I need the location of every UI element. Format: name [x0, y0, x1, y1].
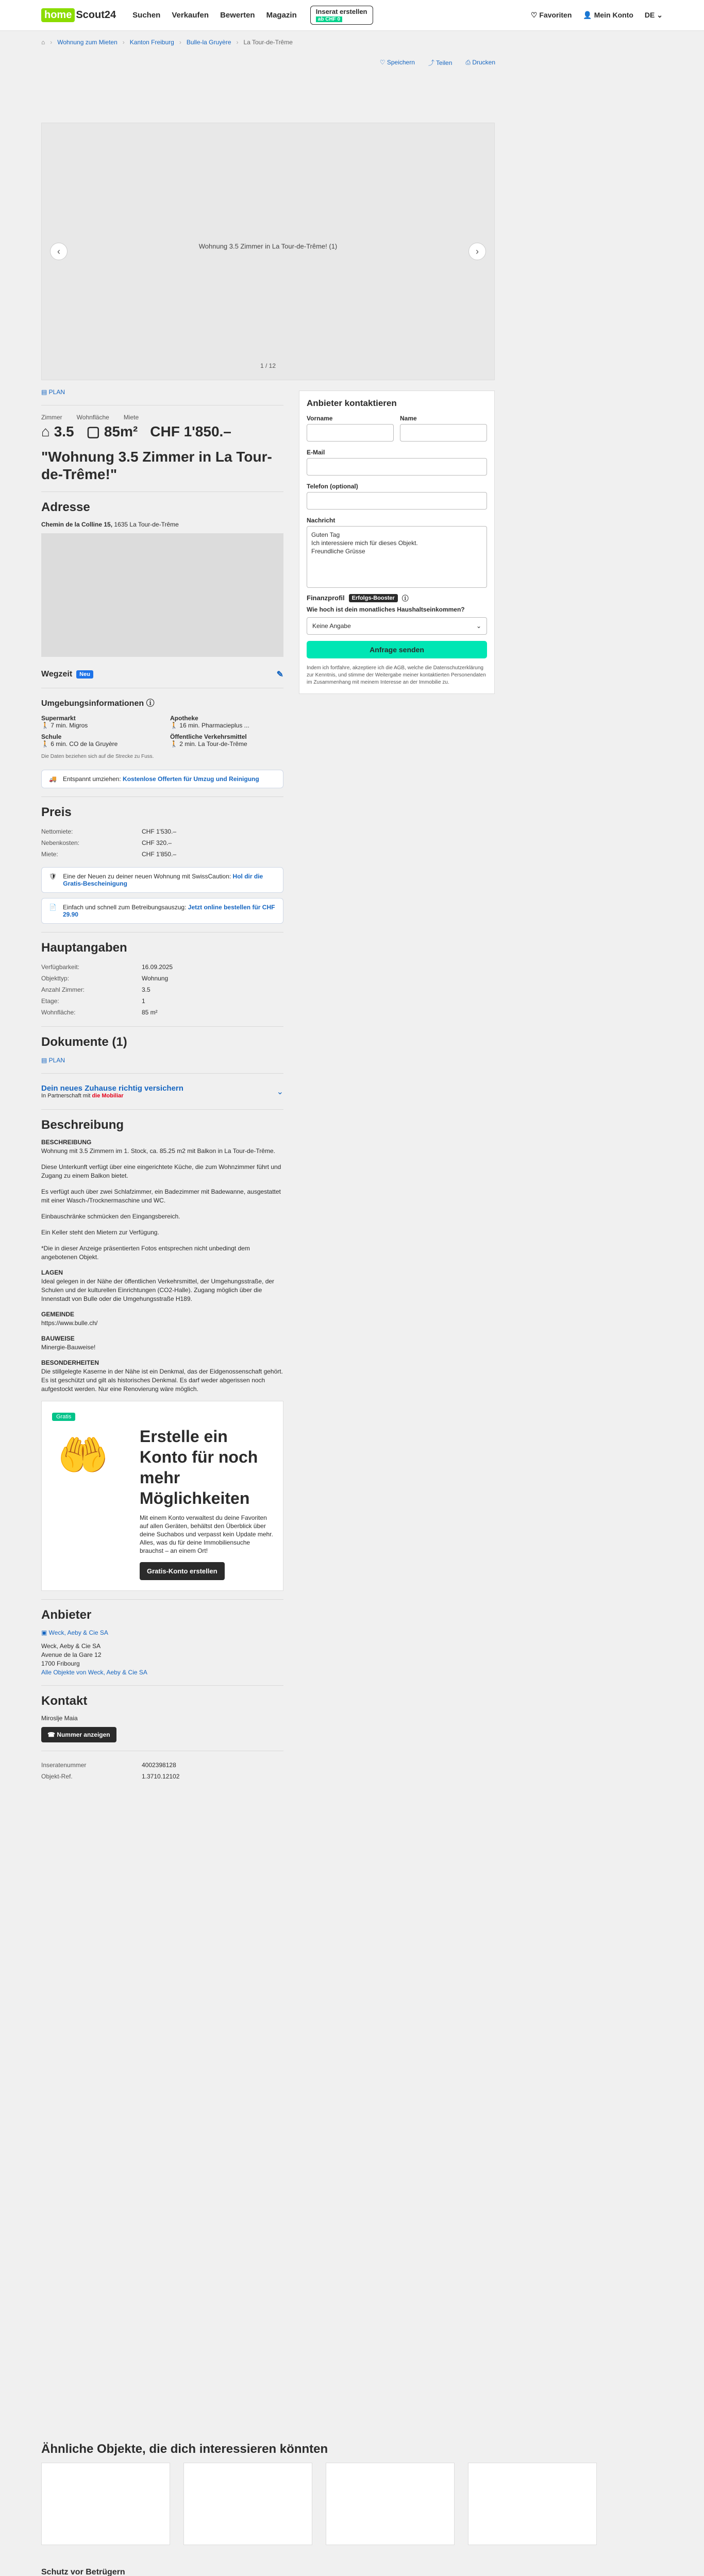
firstname-label: Vorname — [307, 415, 333, 422]
description-paragraph: Die stillgelegte Kaserne in der Nähe ist ein Denkmal, das der Eidgenossenschaft gehört. Es ist geschützt und gilt als historisches Denkmal. Es darf weder abgerissen noch aufgestockt werden. Nur eine Renovierung wäre möglich. — [41, 1368, 283, 1393]
debt-extract-text — [63, 904, 276, 918]
print-icon: ⎙ — [465, 58, 473, 66]
similar-card[interactable] — [183, 2463, 312, 2545]
email-label: E-Mail — [307, 449, 325, 456]
plan-link[interactable] — [41, 388, 65, 396]
provider-line: Weck, Aeby & Cie SA — [41, 1642, 101, 1650]
price-value: CHF 320.– — [142, 839, 172, 846]
swisscaution-copy: Eine der Neuen zu deiner neuen Wohnung mit SwissCaution: — [63, 873, 233, 880]
favorites-link[interactable] — [531, 11, 572, 20]
nav-magazin[interactable]: Magazin — [266, 11, 297, 20]
surroundings-item — [41, 715, 155, 729]
logo-box: home — [41, 8, 75, 22]
area-icon: ▢ — [86, 423, 104, 439]
finance-profile — [307, 593, 487, 603]
main-info-heading: Hauptangaben — [41, 941, 127, 955]
keyfacts-labels — [41, 414, 283, 421]
move-promo-text — [63, 775, 259, 783]
firstname-field[interactable] — [307, 424, 394, 442]
contact-form-heading: Anbieter kontaktieren — [307, 398, 397, 408]
swisscaution-promo[interactable] — [41, 867, 283, 893]
phone-label: Telefon (optional) — [307, 483, 358, 490]
route-label: Wegzeit — [41, 670, 73, 679]
description-paragraph: Es verfügt auch über zwei Schlafzimmer, ein Badezimmer mit Badewanne, ausgestattet mit einer Wasch-/Trocknermaschine und WC. — [41, 1188, 281, 1204]
phone-icon: ☎ — [47, 1731, 57, 1738]
surroundings-item — [170, 715, 283, 729]
description-heading: Beschreibung — [41, 1118, 124, 1132]
rent-value: CHF 1'850.– — [150, 423, 231, 439]
logo-text: Scout24 — [76, 9, 116, 21]
description-subheading: BESCHREIBUNG — [41, 1139, 92, 1146]
main-info-row — [41, 973, 283, 984]
lastname-field[interactable] — [400, 424, 487, 442]
listing-title: "Wohnung 3.5 Zimmer in La Tour-de-Trême!" — [41, 449, 272, 482]
provider-all-listings-link[interactable]: Alle Objekte von Weck, Aeby & Cie SA — [41, 1669, 147, 1676]
address-city: 1635 La Tour-de-Trême — [114, 521, 179, 528]
similar-card[interactable] — [468, 2463, 597, 2545]
message-field[interactable]: Guten Tag Ich interessiere mich für dieses Objekt. Freundliche Grüsse — [307, 526, 487, 588]
chevron-down-icon[interactable]: ⌄ — [276, 1087, 283, 1096]
create-account-button[interactable]: Gratis-Konto erstellen — [140, 1562, 225, 1580]
nav-verkaufen[interactable]: Verkaufen — [172, 11, 209, 20]
surroundings-item — [41, 733, 155, 748]
language-label: DE — [644, 11, 655, 19]
description-paragraph: Diese Unterkunft verfügt über eine eingerichtete Küche, die zum Wohnzimmer führt und Zugang zu einem Balkon bietet. — [41, 1163, 281, 1179]
map[interactable] — [41, 533, 283, 657]
print-button[interactable] — [465, 59, 495, 66]
heart-icon: ♡ — [379, 59, 387, 66]
move-promo-copy: Entspannt umziehen: — [62, 775, 123, 783]
debt-extract-promo[interactable] — [41, 898, 283, 924]
shield-icon: 🛡 — [49, 873, 57, 880]
hands-heart-icon: 🤲 — [57, 1432, 109, 1478]
price-row — [41, 837, 283, 849]
gallery-counter: 1 / 12 — [260, 362, 276, 369]
document-label: PLAN — [48, 1057, 65, 1064]
create-listing-button[interactable] — [310, 6, 373, 25]
mobiliar-logo: die Mobiliar — [92, 1093, 124, 1099]
chevron-left-icon[interactable]: ‹ — [50, 243, 68, 260]
share-icon: ⤴ — [428, 59, 437, 66]
main-nav — [132, 11, 297, 20]
heart-icon: ♡ — [530, 11, 540, 19]
description-paragraph: *Die in dieser Anzeige präsentierten Fotos entsprechen nicht unbedingt dem angebotenen Objekt. — [41, 1245, 250, 1261]
main-info-row — [41, 961, 283, 973]
image-gallery[interactable] — [41, 123, 495, 380]
rent-label: Miete — [123, 414, 139, 421]
logo[interactable] — [41, 8, 116, 22]
route-time — [41, 669, 283, 680]
main-info-key: Etage: — [41, 997, 59, 1005]
price-row — [41, 826, 283, 837]
area-number: 85m² — [104, 423, 138, 439]
main-info-value: 85 m² — [142, 1009, 158, 1016]
breadcrumb-item[interactable]: Wohnung zum Mieten — [57, 39, 118, 46]
surroundings-note: Die Daten beziehen sich auf die Strecke zu Fuss. — [41, 754, 154, 759]
reference-value: 4002398128 — [142, 1761, 176, 1769]
main-info-value: Wohnung — [142, 975, 169, 982]
lastname-label: Name — [400, 415, 417, 422]
swisscaution-link[interactable]: Hol dir die Gratis-Bescheinigung — [63, 873, 263, 887]
signup-title: Erstelle ein Konto für noch mehr Möglichkeiten — [140, 1427, 258, 1507]
chevron-right-icon[interactable]: › — [468, 243, 486, 260]
user-icon: 👤 — [583, 11, 594, 19]
share-button[interactable] — [428, 58, 452, 67]
chevron-down-icon: ⌄ — [655, 11, 663, 19]
show-number-label: Nummer anzeigen — [57, 1731, 110, 1738]
breadcrumb-item[interactable]: Kanton Freiburg — [129, 39, 174, 46]
document-link[interactable] — [41, 1057, 65, 1064]
home-icon[interactable]: ⌂ — [41, 39, 45, 46]
email-field[interactable] — [307, 458, 487, 476]
price-key: Miete: — [41, 851, 58, 858]
description-subheading: LAGEN — [41, 1269, 63, 1276]
account-label: Mein Konto — [594, 11, 633, 19]
provider-logo[interactable] — [41, 1629, 283, 1637]
house-icon: ⌂ — [41, 423, 54, 439]
income-question: Wie hoch ist dein monatliches Haushaltseinkommen? — [307, 606, 465, 613]
insurance-title: Dein neues Zuhause richtig versichern — [41, 1084, 183, 1093]
description-subheading: GEMEINDE — [41, 1311, 75, 1318]
breadcrumb: ⌂ › Wohnung zum Mieten › Kanton Freiburg › Bulle-la Gruyère › La Tour-de-Trême — [41, 39, 293, 46]
account-link[interactable] — [583, 11, 633, 20]
area-value — [87, 423, 138, 440]
create-listing-badge: ab CHF 0 — [316, 16, 342, 22]
info-icon[interactable]: ⓘ — [401, 595, 409, 602]
surroundings-type: Öffentliche Verkehrsmittel — [170, 733, 247, 740]
lower-sections — [41, 2442, 663, 2576]
description-paragraph: Einbauschränke schmücken den Eingangsbereich. — [41, 1213, 180, 1220]
provider-heading: Anbieter — [41, 1608, 92, 1622]
reference-key: Inseratenummer — [41, 1761, 87, 1769]
description-paragraph: Wohnung mit 3.5 Zimmern im 1. Stock, ca. 85.25 m2 mit Balkon in La Tour-de-Trême. — [41, 1147, 275, 1155]
surroundings-type: Schule — [41, 733, 62, 740]
price-key: Nettomiete: — [41, 828, 73, 835]
breadcrumb-item[interactable]: Bulle-la Gruyère — [186, 39, 231, 46]
form-legal-text: Indem ich fortfahre, akzeptiere ich die AGB, welche die Datenschutzerklärung zur Kenntnis, und stimme der Weitergabe meiner kontaktierten Personendaten im Zusammenhang mit meinem Interesse an der Immobilie zu. — [307, 665, 486, 685]
fraud-heading: Schutz vor Betrügern — [41, 2568, 125, 2576]
surroundings-item — [170, 733, 283, 748]
price-row — [41, 849, 283, 860]
main-info-key: Objekttyp: — [41, 975, 70, 982]
surroundings-grid — [41, 715, 283, 748]
main-info-row — [41, 984, 283, 995]
save-button[interactable] — [380, 59, 415, 66]
surroundings-value: 16 min. Pharmacieplus ... — [179, 722, 249, 729]
price-value: CHF 1'850.– — [142, 851, 176, 858]
provider-address — [41, 1642, 283, 1677]
print-label: Drucken — [472, 58, 495, 66]
main-info-key: Anzahl Zimmer: — [41, 986, 85, 993]
surroundings-value: 2 min. La Tour-de-Trême — [179, 740, 247, 748]
listing-actions — [0, 54, 704, 71]
main-info-key: Verfügbarkeit: — [41, 963, 80, 971]
address-street: Chemin de la Colline 15, — [41, 521, 113, 528]
price-heading: Preis — [41, 805, 72, 819]
rooms-number: 3.5 — [54, 423, 74, 439]
description-paragraph: Ein Keller steht den Mietern zur Verfügung. — [41, 1229, 159, 1236]
reference-value: 1.3710.12102 — [142, 1773, 180, 1780]
nav-bewerten[interactable]: Bewerten — [220, 11, 255, 20]
main-info-value: 1 — [142, 997, 145, 1005]
main-column — [41, 387, 283, 1782]
address-heading: Adresse — [41, 500, 90, 514]
image-icon: ▣ — [41, 1629, 49, 1636]
reference-row — [41, 1771, 283, 1782]
walk-icon: 🚶 — [41, 722, 51, 729]
insurance-partner-label: In Partnerschaft mit — [41, 1093, 91, 1099]
description-subheading: BAUWEISE — [41, 1335, 75, 1342]
similar-heading: Ähnliche Objekte, die dich interessieren könnten — [41, 2442, 328, 2456]
fraud-section — [41, 2568, 663, 2576]
keyfacts-values — [41, 423, 283, 440]
provider-line: Avenue de la Gare 12 — [41, 1651, 102, 1658]
reference-key: Objekt-Ref. — [41, 1773, 73, 1780]
finance-profile-label: Finanzprofil — [307, 594, 345, 602]
surroundings-type: Apotheke — [170, 715, 198, 722]
similar-list — [41, 2463, 663, 2545]
info-icon[interactable]: ⓘ — [146, 699, 155, 708]
breadcrumb-current: La Tour-de-Trême — [243, 39, 293, 46]
main-info-key: Wohnfläche: — [41, 1009, 76, 1016]
gallery-image-alt: Wohnung 3.5 Zimmer in La Tour-de-Trême! (1) — [198, 242, 338, 250]
share-label: Teilen — [436, 59, 452, 66]
free-badge: Gratis — [52, 1413, 75, 1421]
rooms-value — [41, 423, 74, 440]
insurance-text — [41, 1084, 183, 1099]
surroundings-value: 7 min. Migros — [51, 722, 88, 729]
nav-suchen[interactable]: Suchen — [132, 11, 161, 20]
header — [0, 0, 704, 31]
chevron-down-icon: ⌄ — [476, 622, 481, 630]
move-promo-link[interactable]: Kostenlose Offerten für Umzug und Reinigung — [123, 775, 259, 783]
surroundings-value: 6 min. CO de la Gruyère — [51, 740, 118, 748]
reference-row — [41, 1759, 283, 1771]
surroundings-title: Umgebungsinformationen — [41, 699, 144, 708]
address-text — [41, 521, 283, 528]
debt-extract-copy: Einfach und schnell zum Betreibungsauszug: — [62, 904, 188, 911]
insurance-sub — [41, 1093, 183, 1099]
main-info-row — [41, 995, 283, 1007]
booster-badge: Erfolgs-Booster — [349, 594, 398, 602]
income-select[interactable] — [307, 617, 487, 635]
document-icon: ▤ — [41, 1057, 49, 1064]
edit-icon[interactable]: ✎ — [276, 670, 283, 679]
walk-icon: 🚶 — [41, 740, 51, 748]
message-label: Nachricht — [307, 517, 336, 524]
main-info-value: 16.09.2025 — [142, 963, 173, 971]
contact-heading: Kontakt — [41, 1694, 88, 1708]
plan-label: PLAN — [48, 388, 65, 396]
description-paragraph: Ideal gelegen in der Nähe der öffentlichen Verkehrsmittel, der Umgehungsstraße, der Schulen und der kulturellen Einrichtungen (CO2-Halle). Zugang möglich über die Innenstadt von Bulle oder die Umgehungsstraße H189. — [41, 1278, 275, 1302]
provider-logo-alt: Weck, Aeby & Cie SA — [48, 1629, 108, 1636]
debt-extract-link[interactable]: Jetzt online bestellen für CHF 29.90 — [62, 904, 275, 918]
description-subheading: BESONDERHEITEN — [41, 1359, 99, 1366]
show-number-button[interactable] — [41, 1727, 116, 1742]
walk-icon: 🚶 — [170, 740, 180, 748]
main-info-row — [41, 1007, 283, 1018]
signup-card — [41, 1401, 283, 1591]
description-paragraph: Minergie-Bauweise! — [41, 1344, 96, 1351]
income-select-value: Keine Angabe — [312, 622, 351, 630]
similar-card[interactable] — [326, 2463, 455, 2545]
price-key: Nebenkosten: — [41, 839, 80, 846]
insurance-teaser[interactable] — [41, 1084, 283, 1099]
contact-name: Miroslje Maia — [41, 1715, 78, 1722]
language-select[interactable] — [645, 11, 663, 20]
description-body — [41, 1139, 283, 1394]
document-icon: ▤ — [41, 388, 49, 396]
new-badge: Neu — [76, 670, 93, 679]
favorites-label: Favoriten — [539, 11, 572, 19]
area-label: Wohnfläche — [76, 414, 109, 421]
walk-icon: 🚶 — [170, 722, 180, 729]
similar-card[interactable] — [41, 2463, 170, 2545]
signup-text: Mit einem Konto verwaltest du deine Favoriten auf allen Geräten, behältst den Überblick über deine Suchabos und verpasst kein Update mehr. Alles, was du für deine Immobiliensuche brauchst – an einem Ort! — [140, 1514, 273, 1554]
rooms-label: Zimmer — [41, 414, 62, 421]
main-info-value: 3.5 — [142, 986, 150, 993]
save-label: Speichern — [387, 59, 415, 66]
swisscaution-text — [63, 873, 276, 887]
description-paragraph: https://www.bulle.ch/ — [41, 1319, 98, 1327]
price-value: CHF 1'530.– — [142, 828, 176, 835]
document-icon: 📄 — [49, 904, 57, 911]
surroundings-heading — [41, 697, 283, 708]
contact-form — [299, 391, 495, 694]
surroundings-type: Supermarkt — [41, 715, 76, 722]
provider-line: 1700 Fribourg — [41, 1660, 80, 1667]
move-promo[interactable] — [41, 770, 283, 788]
truck-icon: 🚚 — [49, 775, 57, 783]
documents-heading: Dokumente (1) — [41, 1035, 127, 1049]
create-listing-label: Inserat erstellen — [315, 7, 367, 15]
send-request-button[interactable]: Anfrage senden — [307, 641, 487, 658]
phone-field[interactable] — [307, 492, 487, 510]
